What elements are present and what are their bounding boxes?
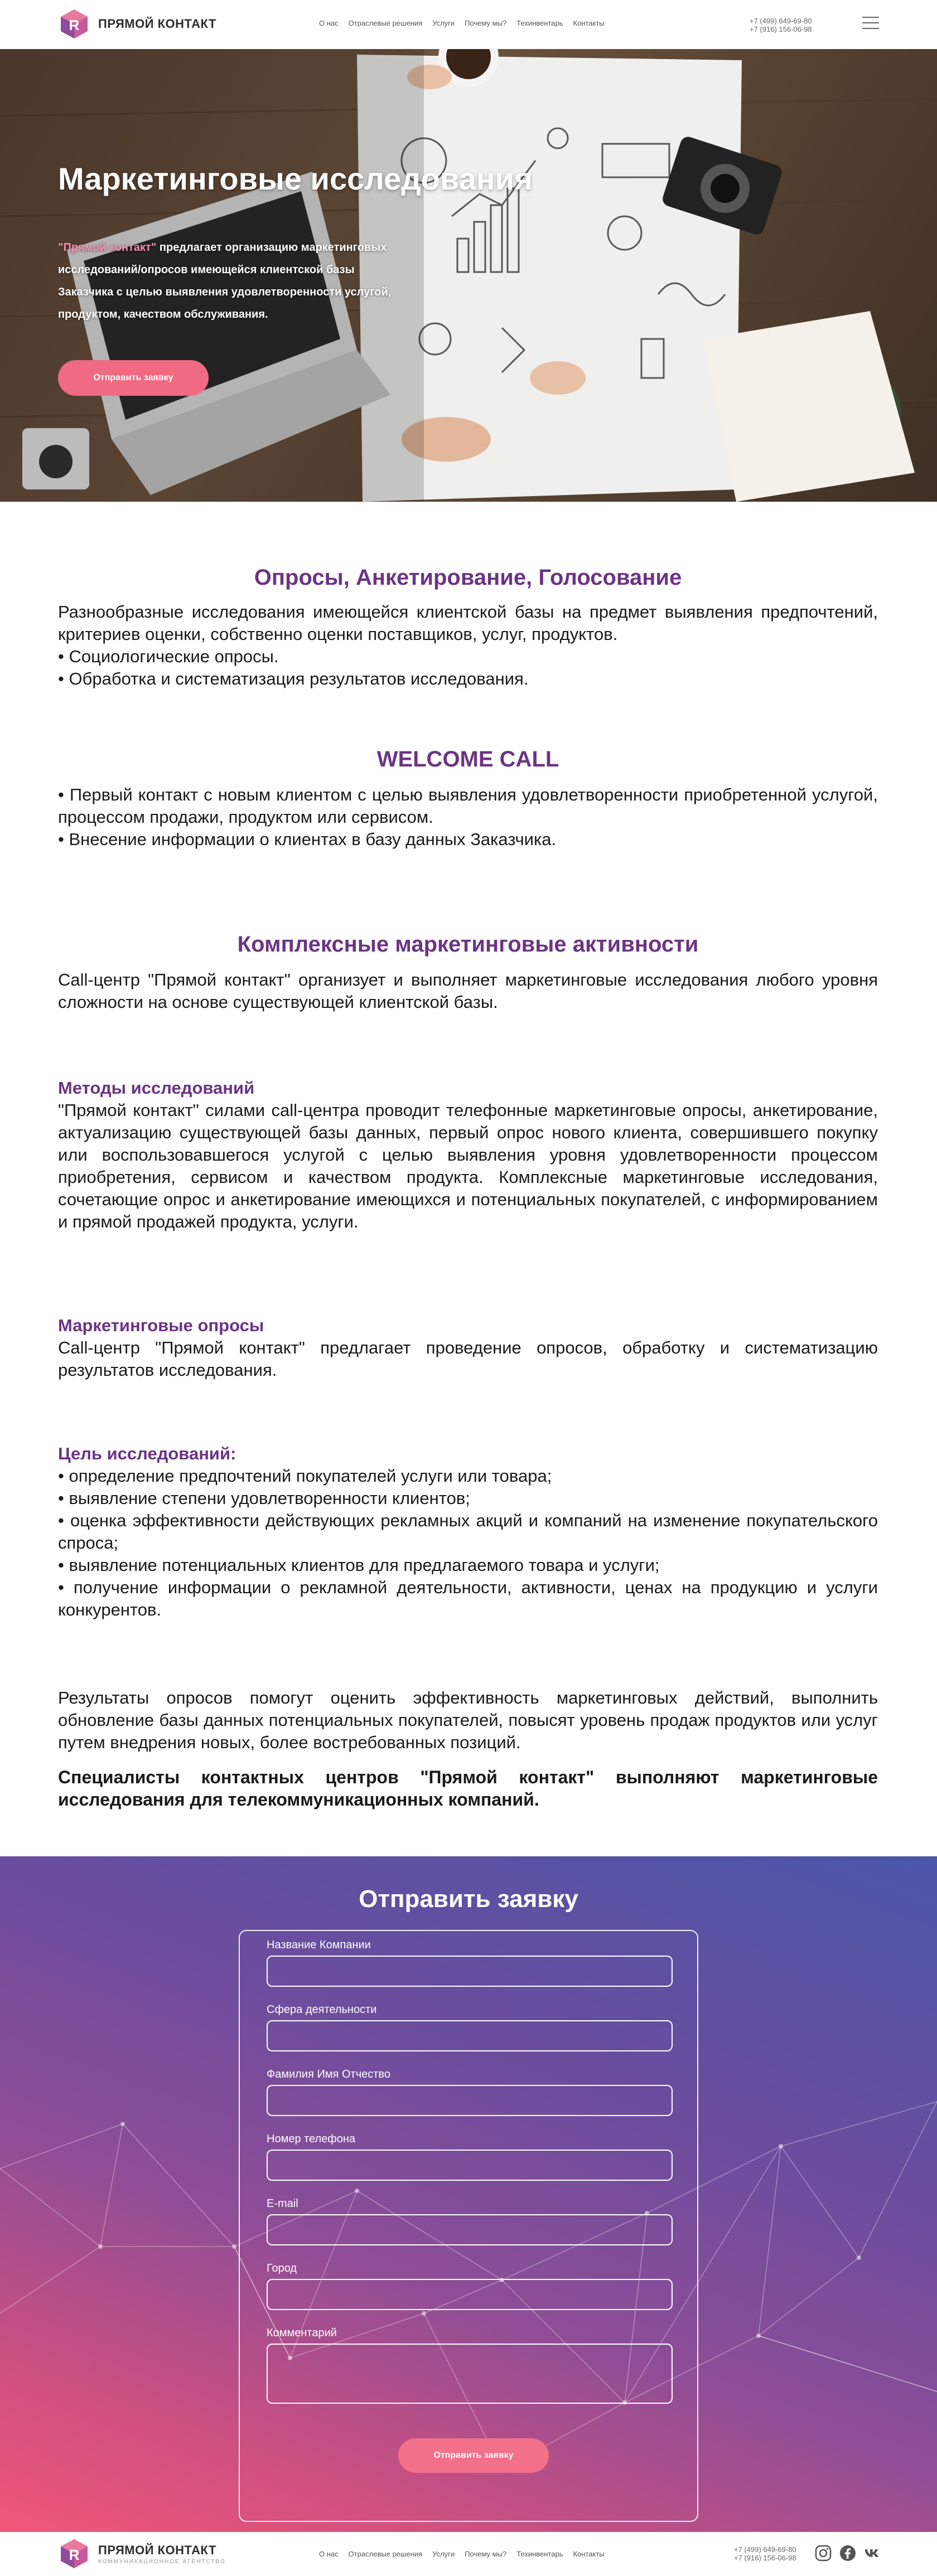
comment-label: Комментарий xyxy=(267,2327,337,2339)
complex-title: Комплексные маркетинговые активности xyxy=(237,932,699,957)
complex-text: Call-центр "Прямой контакт" организует и выполняет маркетинговые исследования любого уровня сложности на основе существующей клиентской базы. xyxy=(58,970,878,1012)
activity-label: Сфера деятельности xyxy=(267,2003,377,2016)
phone-1[interactable]: +7 (499) 649-69-80 xyxy=(750,17,812,25)
header-phones xyxy=(750,17,812,33)
footer-tagline: КОММУНИКАЦИОННОЕ АГЕНТСТВО xyxy=(98,2558,226,2565)
facebook-icon[interactable] xyxy=(839,2544,857,2562)
city-label: Город xyxy=(267,2262,297,2274)
phone-input[interactable] xyxy=(267,2150,673,2181)
goal-item: • выявление степени удовлетворенности клиентов; xyxy=(58,1488,470,1508)
logo-icon xyxy=(58,2538,90,2570)
footer-nav-why-us[interactable]: Почему мы? xyxy=(465,2550,507,2558)
form-title: Отправить заявку xyxy=(359,1885,578,1913)
main-nav xyxy=(319,19,605,27)
hero-accent: "Прямой контакт" xyxy=(58,241,157,254)
request-form xyxy=(239,1930,698,2522)
results-text: Результаты опросов помогут оценить эффективность маркетинговых действий, выполнить обновление базы данных потенциальных покупателей, повысят уровень продаж продуктов или услуг путем внедрения новых, более востребованных позиций. xyxy=(58,1688,878,1752)
hero-request-button[interactable]: Отправить заявку xyxy=(58,360,209,396)
request-form-section xyxy=(0,1856,937,2532)
footer-nav-contacts[interactable]: Контакты xyxy=(573,2550,605,2558)
activity-input[interactable] xyxy=(267,2020,673,2051)
city-input[interactable] xyxy=(267,2279,673,2310)
footer xyxy=(0,2532,937,2576)
company-input[interactable] xyxy=(267,1956,673,1987)
footer-nav xyxy=(319,2550,605,2558)
footer-nav-about[interactable]: О нас xyxy=(319,2550,339,2558)
goal-item: • выявление потенциальных клиентов для предлагаемого товара и услуги; xyxy=(58,1555,660,1575)
instagram-icon[interactable] xyxy=(814,2544,832,2562)
fullname-label: Фамилия Имя Отчество xyxy=(267,2068,390,2080)
social-links xyxy=(814,2544,881,2562)
phone-label: Номер телефона xyxy=(267,2133,356,2145)
goal-item: • оценка эффективности действующих рекламных акций и компаний на изменение покупательского спроса; xyxy=(58,1511,878,1553)
footer-phone-2[interactable]: +7 (916) 156-06-98 xyxy=(734,2554,796,2562)
logo[interactable] xyxy=(58,8,216,40)
brand-name: ПРЯМОЙ КОНТАКТ xyxy=(98,17,216,31)
welcome-title: WELCOME CALL xyxy=(376,747,559,772)
marketing-title: Маркетинговые опросы xyxy=(58,1316,264,1335)
footer-logo[interactable] xyxy=(58,2538,226,2570)
welcome-bullet: • Первый контакт с новым клиентом с целью выявления удовлетворенности приобретенной услугой, процессом продажи, продуктом или сервисом. xyxy=(58,785,878,827)
footer-nav-industry[interactable]: Отраслевые решения xyxy=(348,2550,423,2558)
fullname-input[interactable] xyxy=(267,2085,673,2116)
comment-textarea[interactable] xyxy=(267,2344,673,2404)
svg-text:R: R xyxy=(69,17,80,33)
hero-text: предлагает организацию маркетинговых исследований/опросов имеющейся клиентской базы Заказчика с целью выявления удовлетворенности услугой, продуктом, качеством обслуживания. xyxy=(58,241,392,321)
results-bold: Специалисты контактных центров "Прямой контакт" выполняют маркетинговые исследования для телекоммуникационных компаний. xyxy=(58,1767,878,1809)
welcome-body xyxy=(58,784,878,851)
polls-text: Разнообразные исследования имеющейся клиентской базы на предмет выявления предпочтений, критериев оценки, собственно оценки поставщиков, услуг, продуктов. xyxy=(58,602,878,644)
hero-description xyxy=(58,236,393,326)
footer-nav-equipment[interactable]: Техинвентарь xyxy=(516,2550,563,2558)
goal-item: • получение информации о рекламной деятельности, активности, ценах на продукцию и услуги конкурентов. xyxy=(58,1578,878,1619)
footer-phone-1[interactable]: +7 (499) 649-69-80 xyxy=(734,2545,796,2554)
polls-body xyxy=(58,601,878,690)
svg-text:R: R xyxy=(69,2546,80,2563)
footer-phones xyxy=(734,2545,796,2562)
footer-brand: ПРЯМОЙ КОНТАКТ xyxy=(98,2543,216,2557)
hero xyxy=(0,49,937,502)
footer-nav-services[interactable]: Услуги xyxy=(432,2550,455,2558)
welcome-bullet: • Внесение информации о клиентах в базу данных Заказчика. xyxy=(58,829,557,849)
nav-why-us[interactable]: Почему мы? xyxy=(465,19,507,27)
email-input[interactable] xyxy=(267,2214,673,2245)
nav-services[interactable]: Услуги xyxy=(432,19,455,27)
polls-title: Опросы, Анкетирование, Голосование xyxy=(254,565,682,590)
menu-icon[interactable] xyxy=(862,17,879,30)
logo-icon xyxy=(58,8,90,40)
email-label: E-mail xyxy=(267,2197,298,2210)
methods-text: "Прямой контакт" силами call-центра проводит телефонные маркетинговые опросы, анкетирование, актуализацию существующей базы данных, первый опрос нового клиента, совершившего покупку или воспользовавшегося услугой с целью выявления уровня удовлетворенности процессом приобретения, сервисом и качеством продукта. Комплексные маркетинговые исследования, сочетающие опрос и анкетирование имеющихся и потенциальных покупателей, с информированием и прямой продажей продукта, услуги. xyxy=(58,1100,878,1231)
nav-contacts[interactable]: Контакты xyxy=(573,19,605,27)
nav-about[interactable]: О нас xyxy=(319,19,339,27)
marketing-text: Call-центр "Прямой контакт" предлагает проведение опросов, обработку и систематизацию результатов исследования. xyxy=(58,1338,878,1380)
header xyxy=(0,0,937,49)
hero-title: Маркетинговые исследования xyxy=(58,161,533,196)
submit-button[interactable]: Отправить заявку xyxy=(398,2438,549,2473)
vk-icon[interactable] xyxy=(863,2544,881,2562)
goals-list xyxy=(58,1465,878,1621)
polls-bullet: • Обработка и систематизация результатов исследования. xyxy=(58,669,529,688)
nav-equipment[interactable]: Техинвентарь xyxy=(516,19,563,27)
methods-title: Методы исследований xyxy=(58,1078,255,1098)
phone-2[interactable]: +7 (916) 156-06-98 xyxy=(750,25,812,33)
nav-industry[interactable]: Отраслевые решения xyxy=(348,19,423,27)
goals-title: Цель исследований: xyxy=(58,1444,236,1463)
company-label: Название Компании xyxy=(267,1939,371,1951)
goal-item: • определение предпочтений покупателей услуги или товара; xyxy=(58,1466,552,1486)
polls-bullet: • Социологические опросы. xyxy=(58,647,279,666)
